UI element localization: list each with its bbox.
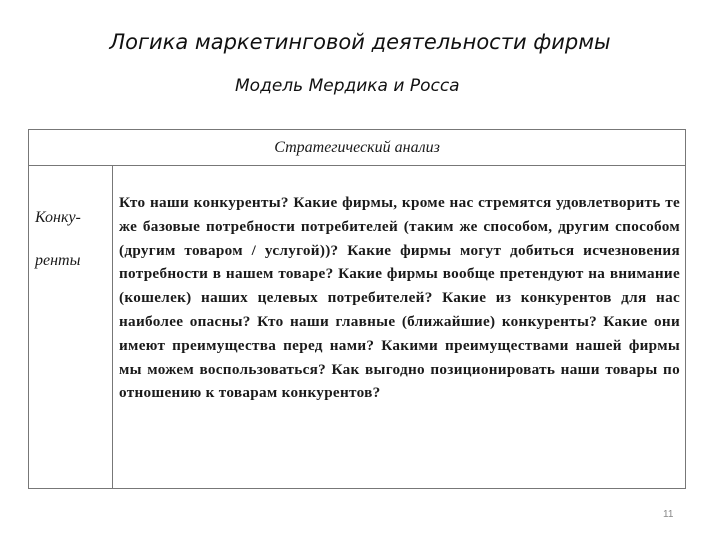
slide-title: Логика маркетинговой деятельности фирмы	[109, 30, 611, 54]
slide-subtitle: Модель Мердика и Росса	[235, 76, 460, 96]
row-label-part2: ренты	[35, 252, 81, 269]
table-header: Стратегический анализ	[29, 130, 685, 166]
column-divider	[112, 166, 113, 489]
competitors-questions: Кто наши конкуренты? Какие фирмы, кроме нас стремятся удовлетворить те же базовые потребности потребителей (таким же способом, другим способом (другим товаром / услугой))? Какие фирмы могут добиться исчезновения потребности в нашем товаре? Какие фирмы вообще претендуют на внимание (кошелек) наших целевых потребителей? Какие из конкурентов для нас наиболее опасны? Кто наши главные (ближайшие) конкуренты? Какие они имеют преимущества перед нами? Какими преимуществами нашей фирмы мы можем воспользоваться? Как выгодно позиционировать наши товары по отношению к товарам конкурентов?	[119, 194, 680, 402]
row-label-part1: Конку-	[35, 209, 81, 226]
page-number: 11	[663, 509, 674, 520]
analysis-table	[28, 129, 686, 489]
